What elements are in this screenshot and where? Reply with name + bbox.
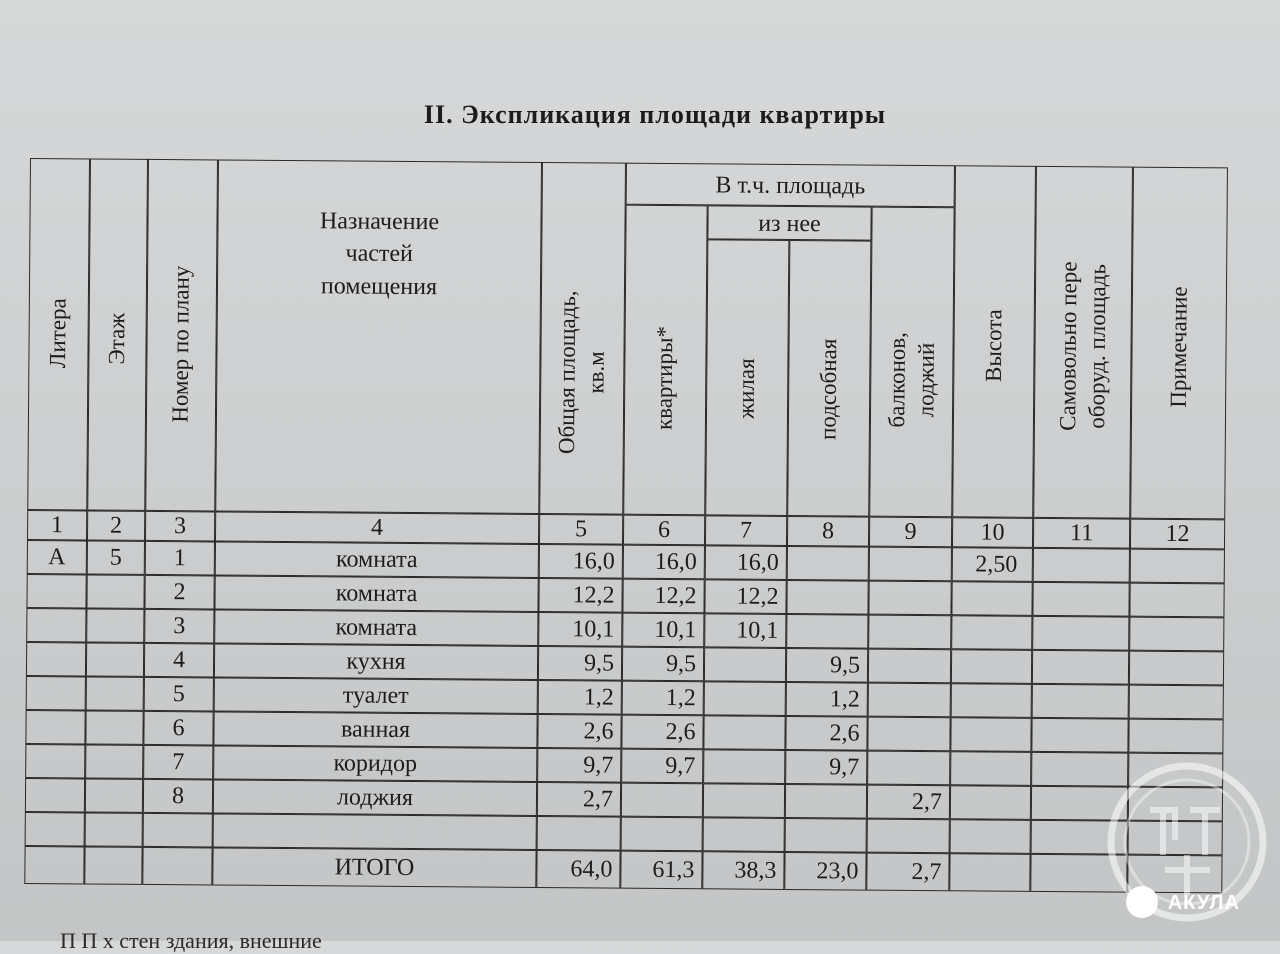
row-obshaya: 9,7 xyxy=(583,752,614,779)
table-cell xyxy=(1031,718,1128,753)
header-kvartiry: квартиры* xyxy=(651,325,678,431)
table-cell xyxy=(1128,719,1223,754)
bottom-partial-text: П П х стен здания, внешние xyxy=(60,928,322,953)
table-cell xyxy=(1032,582,1129,617)
table-cell xyxy=(786,614,868,649)
table-cell xyxy=(1129,583,1224,618)
table-cell xyxy=(85,710,143,744)
header-zhilaya: жилая xyxy=(733,358,760,419)
row-nomer: 1 xyxy=(173,545,186,572)
column-number: 4 xyxy=(371,514,384,541)
header-vtch: В т.ч. площадь xyxy=(715,172,866,200)
table-cell xyxy=(950,751,1031,786)
table-cell xyxy=(25,710,85,744)
row-obshaya: 12,2 xyxy=(572,582,615,609)
total-cell xyxy=(949,853,1030,892)
table-cell xyxy=(85,744,143,778)
table-cell xyxy=(26,608,86,642)
column-number: 3 xyxy=(174,513,187,540)
table-cell xyxy=(869,547,952,582)
table-cell xyxy=(86,608,144,642)
total-cell xyxy=(24,846,84,884)
column-number: 5 xyxy=(574,516,588,543)
row-nomer: 6 xyxy=(172,715,185,742)
total-zhilaya: 38,3 xyxy=(734,857,777,884)
total-cell xyxy=(84,846,142,884)
header-obshaya: Общая площадь, кв.м xyxy=(553,290,609,455)
column-number: 1 xyxy=(51,512,64,539)
row-name: туалет xyxy=(342,682,409,709)
row-name: комната xyxy=(335,580,418,608)
row-podsobnaya: 2,6 xyxy=(829,720,860,747)
table-cell xyxy=(537,816,621,851)
table-cell xyxy=(785,818,867,853)
table-cell xyxy=(1129,685,1224,720)
row-podsobnaya: 1,2 xyxy=(829,686,860,713)
table-cell xyxy=(951,649,1032,684)
column-number: 6 xyxy=(657,516,671,544)
table-cell xyxy=(86,574,144,608)
table-cell xyxy=(1032,616,1129,651)
table-cell xyxy=(868,615,951,650)
table-cell xyxy=(951,581,1032,616)
table-cell xyxy=(25,778,85,812)
table-cell xyxy=(867,819,950,854)
table-cell xyxy=(951,615,1032,650)
table-cell xyxy=(867,751,950,786)
column-number: 8 xyxy=(821,518,835,545)
table-cell xyxy=(1032,684,1129,719)
table-cell xyxy=(703,817,785,852)
table-cell xyxy=(703,749,785,784)
row-nomer: 4 xyxy=(172,647,186,674)
table-cell xyxy=(25,744,85,778)
table-cell xyxy=(26,676,86,710)
column-number: 2 xyxy=(110,512,123,539)
row-vysota: 2,50 xyxy=(975,551,1018,578)
brand-label: АКУЛА xyxy=(1167,892,1240,914)
table-cell xyxy=(704,647,786,682)
total-label: ИТОГО xyxy=(334,854,415,882)
column-number: 7 xyxy=(739,517,753,544)
header-vysota: Высота xyxy=(980,309,1006,383)
total-balkon: 2,7 xyxy=(911,858,942,886)
row-name: коридор xyxy=(333,750,418,778)
column-number: 9 xyxy=(904,518,917,545)
table-cell xyxy=(867,717,950,752)
table-cell xyxy=(950,785,1031,820)
table-cell xyxy=(703,783,785,818)
table-cell xyxy=(25,812,85,846)
table-cell xyxy=(703,715,785,750)
row-obshaya: 2,6 xyxy=(583,718,614,745)
row-kvartiry: 9,7 xyxy=(665,753,696,780)
row-name: комната xyxy=(335,614,418,642)
column-number: 11 xyxy=(1069,520,1094,547)
row-zhilaya: 12,2 xyxy=(736,583,779,610)
explication-table xyxy=(24,158,1230,907)
table-cell xyxy=(85,778,143,812)
row-kvartiry: 16,0 xyxy=(654,548,697,576)
row-name: ванная xyxy=(340,716,411,744)
table-cell xyxy=(785,784,867,819)
table-cell xyxy=(868,683,951,718)
row-nomer: 5 xyxy=(172,681,185,708)
table-cell xyxy=(26,642,86,676)
row-kvartiry: 2,6 xyxy=(665,719,696,746)
row-kvartiry: 1,2 xyxy=(665,685,696,712)
table-cell xyxy=(1129,617,1224,652)
row-kvartiry: 12,2 xyxy=(654,582,697,610)
table-cell xyxy=(951,683,1032,718)
table-cell xyxy=(868,649,951,684)
row-obshaya: 9,5 xyxy=(583,650,615,677)
table-cell xyxy=(1032,650,1129,685)
table-cell xyxy=(1033,548,1130,583)
row-obshaya: 10,1 xyxy=(572,616,615,643)
row-nomer: 2 xyxy=(173,579,186,606)
row-nomer: 3 xyxy=(173,613,186,640)
header-etazh: Этаж xyxy=(104,312,130,365)
table-cell xyxy=(786,580,868,615)
table-cell xyxy=(704,681,786,716)
row-kvartiry: 9,5 xyxy=(665,651,697,678)
header-samovolno: Самовольно пере оборуд. площадь xyxy=(1054,261,1110,431)
header-naznachenie: Назначение частей помещения xyxy=(319,208,440,300)
total-cell xyxy=(142,847,212,886)
header-primechanie: Примечание xyxy=(1165,286,1192,408)
row-name: комната xyxy=(336,546,418,574)
total-obshaya: 64,0 xyxy=(570,856,613,883)
table-cell xyxy=(26,574,86,608)
table-cell xyxy=(950,717,1031,752)
row-zhilaya: 16,0 xyxy=(736,549,779,576)
row-obshaya: 2,7 xyxy=(582,786,614,813)
total-podsobnaya: 23,0 xyxy=(816,858,859,885)
row-litera: А xyxy=(48,544,66,571)
header-balkonov: балконов, лоджий xyxy=(883,331,939,428)
row-nomer: 7 xyxy=(172,749,185,776)
column-number: 12 xyxy=(1165,520,1190,548)
document-title: II. Экспликация площади квартиры xyxy=(423,100,887,129)
shark-icon xyxy=(1126,886,1158,918)
table-cell xyxy=(868,581,951,616)
row-name: кухня xyxy=(346,648,406,675)
header-litera: Литера xyxy=(44,298,71,369)
row-zhilaya: 10,1 xyxy=(736,617,779,644)
row-balkon: 2,7 xyxy=(911,788,943,816)
table-cell xyxy=(1130,549,1225,584)
row-obshaya: 16,0 xyxy=(572,548,615,575)
row-etazh: 5 xyxy=(109,544,122,571)
table-cell xyxy=(950,819,1031,854)
table-cell xyxy=(621,783,703,818)
row-name: лоджия xyxy=(336,784,414,812)
table-cell xyxy=(1129,651,1224,686)
table-cell xyxy=(86,642,144,676)
row-podsobnaya: 9,7 xyxy=(829,754,860,781)
table-cell xyxy=(787,546,869,581)
total-kvartiry: 61,3 xyxy=(652,856,695,884)
table-cell xyxy=(621,817,703,852)
row-nomer: 8 xyxy=(171,783,185,810)
header-iz-nee: из нее xyxy=(758,210,821,238)
table-cell xyxy=(143,813,213,848)
table-cell xyxy=(86,676,144,710)
table-cell xyxy=(85,812,143,846)
column-number: 10 xyxy=(980,519,1005,546)
row-obshaya: 1,2 xyxy=(583,684,614,711)
table-cell xyxy=(213,813,537,850)
row-podsobnaya: 9,5 xyxy=(829,652,861,679)
header-podsobnaya: подсобная xyxy=(815,338,842,441)
header-nomer: Номер по плану xyxy=(167,265,194,423)
row-kvartiry: 10,1 xyxy=(654,616,697,644)
